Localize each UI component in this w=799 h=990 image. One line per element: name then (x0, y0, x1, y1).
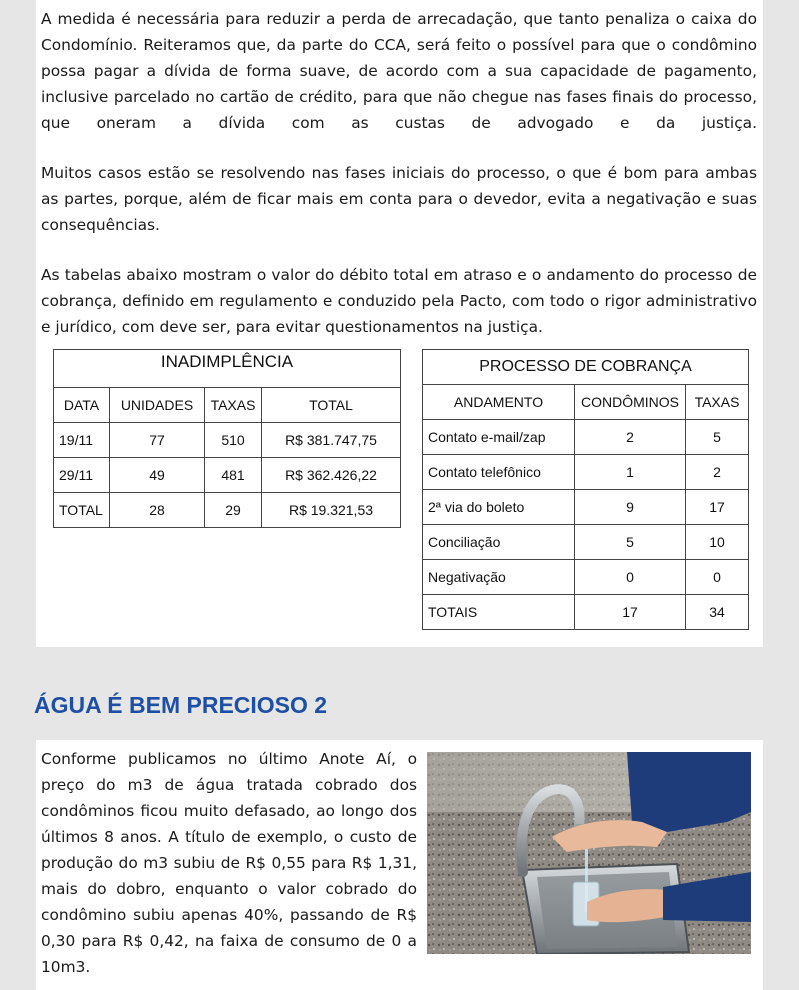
table-cell: 10 (686, 525, 749, 560)
table-row (423, 560, 749, 595)
table-row (54, 493, 401, 528)
cobranca-table (422, 349, 749, 630)
section-heading: ÁGUA É BEM PRECIOSO 2 (34, 692, 328, 718)
table-cell: 2 (686, 455, 749, 490)
table-cell: 510 (205, 423, 262, 458)
table-cell: 17 (686, 490, 749, 525)
column-header: CONDÔMINOS (575, 385, 686, 420)
table-cell: 2 (575, 420, 686, 455)
faucet-water-photo (427, 752, 751, 954)
table-cell: 0 (686, 560, 749, 595)
table-cell: 77 (110, 423, 205, 458)
water-article-card (36, 740, 763, 990)
column-header: DATA (54, 388, 110, 423)
column-header: ANDAMENTO (423, 385, 575, 420)
table-cell: R$ 381.747,75 (262, 423, 401, 458)
paragraph-1: A medida é necessária para reduzir a perda de arrecadação, que tanto penaliza o caixa do Condomínio. Reiteramos que, da parte do CCA, será feito o possível para que o condômino possa pagar a dívida de forma suave, de acordo com a sua capacidade de pagamento, inclusive parcelado no cartão de crédito, para que não chegue nas fases finais do processo, que oneram a dívida com as custas de advogado e da justiça. (41, 10, 757, 132)
table-cell: Contato e-mail/zap (423, 420, 575, 455)
table-cell: 29/11 (54, 458, 110, 493)
table-cell: TOTAL (54, 493, 110, 528)
table-row (423, 420, 749, 455)
table-cell: 1 (575, 455, 686, 490)
column-header: UNIDADES (110, 388, 205, 423)
table-header-row (54, 388, 401, 423)
table-row (423, 595, 749, 630)
table-cell: 34 (686, 595, 749, 630)
table-cell: 5 (575, 525, 686, 560)
table-cell: 481 (205, 458, 262, 493)
table-cell: 17 (575, 595, 686, 630)
table-row (54, 458, 401, 493)
table-cell: 0 (575, 560, 686, 595)
article-card (36, 0, 763, 647)
table-header-row (423, 385, 749, 420)
column-header: TOTAL (262, 388, 401, 423)
column-header: TAXAS (205, 388, 262, 423)
table-cell: TOTAIS (423, 595, 575, 630)
table-cell: 2ª via do boleto (423, 490, 575, 525)
table-cell: Negativação (423, 560, 575, 595)
cobranca-title: PROCESSO DE COBRANÇA (423, 350, 749, 385)
water-paragraph: Conforme publicamos no último Anote Aí, o preço do m3 de água tratada cobrado dos condôminos ficou muito defasado, ao longo dos últimos 8 anos. A título de exemplo, o custo de produção do m3 subiu de R$ 0,55 para R$ 1,31, mais do dobro, enquanto o valor cobrado do condômino subiu apenas 40%, passando de R$ 0,30 para R$ 0,42, na faixa de consumo de 0 a 10m3. (41, 750, 417, 976)
table-row (54, 423, 401, 458)
paragraph-3: As tabelas abaixo mostram o valor do débito total em atraso e o andamento do processo de cobrança, definido em regulamento e conduzido pela Pacto, com todo o rigor administrativo e jurídico, com deve ser, para evitar questionamentos na justiça. (41, 266, 757, 336)
table-cell: 9 (575, 490, 686, 525)
table-cell: R$ 19.321,53 (262, 493, 401, 528)
table-cell: 49 (110, 458, 205, 493)
table-row (423, 490, 749, 525)
table-cell: 29 (205, 493, 262, 528)
table-row (423, 455, 749, 490)
table-cell: 19/11 (54, 423, 110, 458)
inadimplencia-table (53, 349, 401, 528)
table-row (423, 525, 749, 560)
table-cell: Conciliação (423, 525, 575, 560)
table-cell: R$ 362.426,22 (262, 458, 401, 493)
table-cell: Contato telefônico (423, 455, 575, 490)
table-cell: 28 (110, 493, 205, 528)
table-cell: 5 (686, 420, 749, 455)
paragraph-2: Muitos casos estão se resolvendo nas fases iniciais do processo, o que é bom para ambas as partes, porque, além de ficar mais em conta para o devedor, evita a negativação e suas consequências. (41, 164, 757, 234)
inadimplencia-title: INADIMPLÊNCIA (54, 350, 401, 388)
column-header: TAXAS (686, 385, 749, 420)
